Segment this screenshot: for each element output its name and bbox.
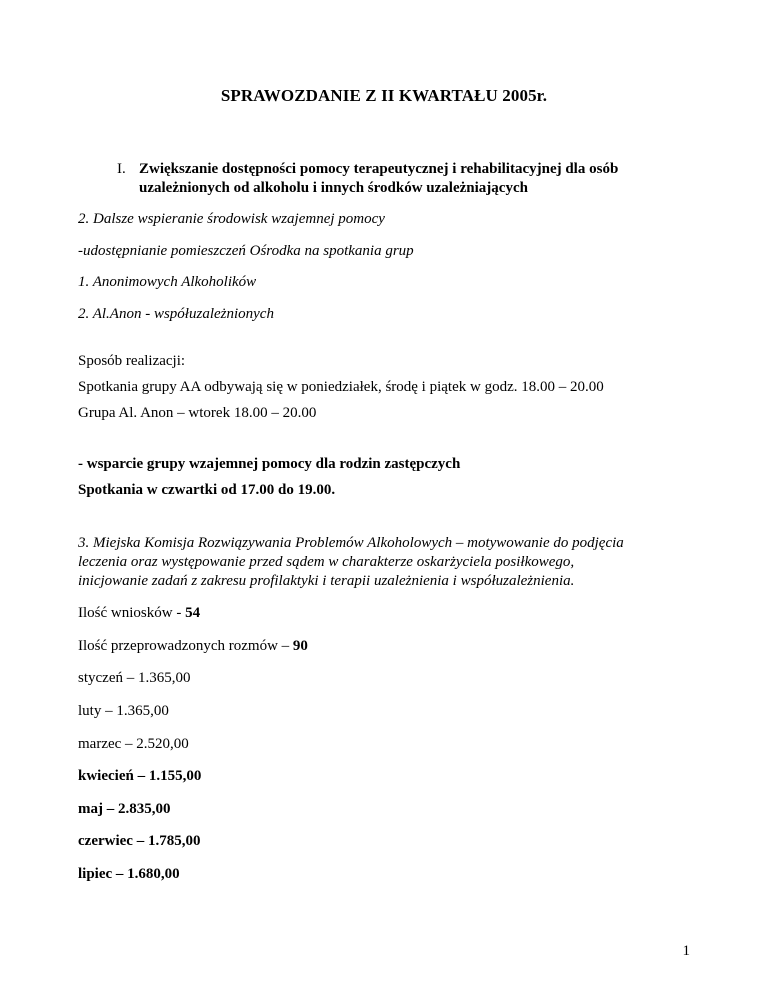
month-item: maj – 2.835,00 xyxy=(78,801,171,817)
commission-line3: inicjowanie zadań z zakresu profilaktyki i terapii uzależnienia i współuzależnienia. xyxy=(78,573,575,589)
applications-label: Ilość wniosków - xyxy=(78,605,186,621)
applications-value: 54 xyxy=(185,605,201,621)
month-item: kwiecień – 1.155,00 xyxy=(78,768,202,784)
month-item: luty – 1.365,00 xyxy=(78,703,169,719)
item-aa: 1. Anonimowych Alkoholików xyxy=(78,274,257,290)
talks-label: Ilość przeprowadzonych rozmów – xyxy=(78,638,293,654)
realization-label: Sposób realizacji: xyxy=(78,353,186,369)
talks-count xyxy=(78,637,308,655)
foster-line2: Spotkania w czwartki od 17.00 do 19.00. xyxy=(78,482,336,498)
realization-line1: Spotkania grupy AA odbywają się w poniedziałek, środę i piątek w godz. 18.00 – 20.00 xyxy=(78,379,604,395)
commission-line2: leczenia oraz występowanie przed sądem w charakterze oskarżyciela posiłkowego, xyxy=(78,554,575,570)
commission-line1: 3. Miejska Komisja Rozwiązywania Problemów Alkoholowych – motywowanie do podjęcia xyxy=(78,535,624,551)
talks-value: 90 xyxy=(292,638,308,654)
section-number: I. xyxy=(117,161,126,177)
month-item: styczeń – 1.365,00 xyxy=(78,670,191,686)
section-heading-line1: Zwiększanie dostępności pomocy terapeutycznej i rehabilitacyjnej dla osób xyxy=(139,161,619,177)
document-title: SPRAWOZDANIE Z II KWARTAŁU 2005r. xyxy=(220,86,548,105)
item-support-groups: 2. Dalsze wspieranie środowisk wzajemnej pomocy xyxy=(78,211,385,227)
page-number: 1 xyxy=(682,943,690,959)
month-item: czerwiec – 1.785,00 xyxy=(78,833,201,849)
month-item: lipiec – 1.680,00 xyxy=(78,866,180,882)
item-rooms: -udostępnianie pomieszczeń Ośrodka na spotkania grup xyxy=(78,243,414,259)
applications-count xyxy=(78,604,200,622)
item-alanon: 2. Al.Anon - współuzależnionych xyxy=(78,306,274,322)
foster-line1: - wsparcie grupy wzajemnej pomocy dla rodzin zastępczych xyxy=(78,456,461,472)
month-item: marzec – 2.520,00 xyxy=(78,736,189,752)
section-heading-line2: uzależnionych od alkoholu i innych środków uzależniających xyxy=(139,180,528,196)
realization-line2: Grupa Al. Anon – wtorek 18.00 – 20.00 xyxy=(78,405,317,421)
